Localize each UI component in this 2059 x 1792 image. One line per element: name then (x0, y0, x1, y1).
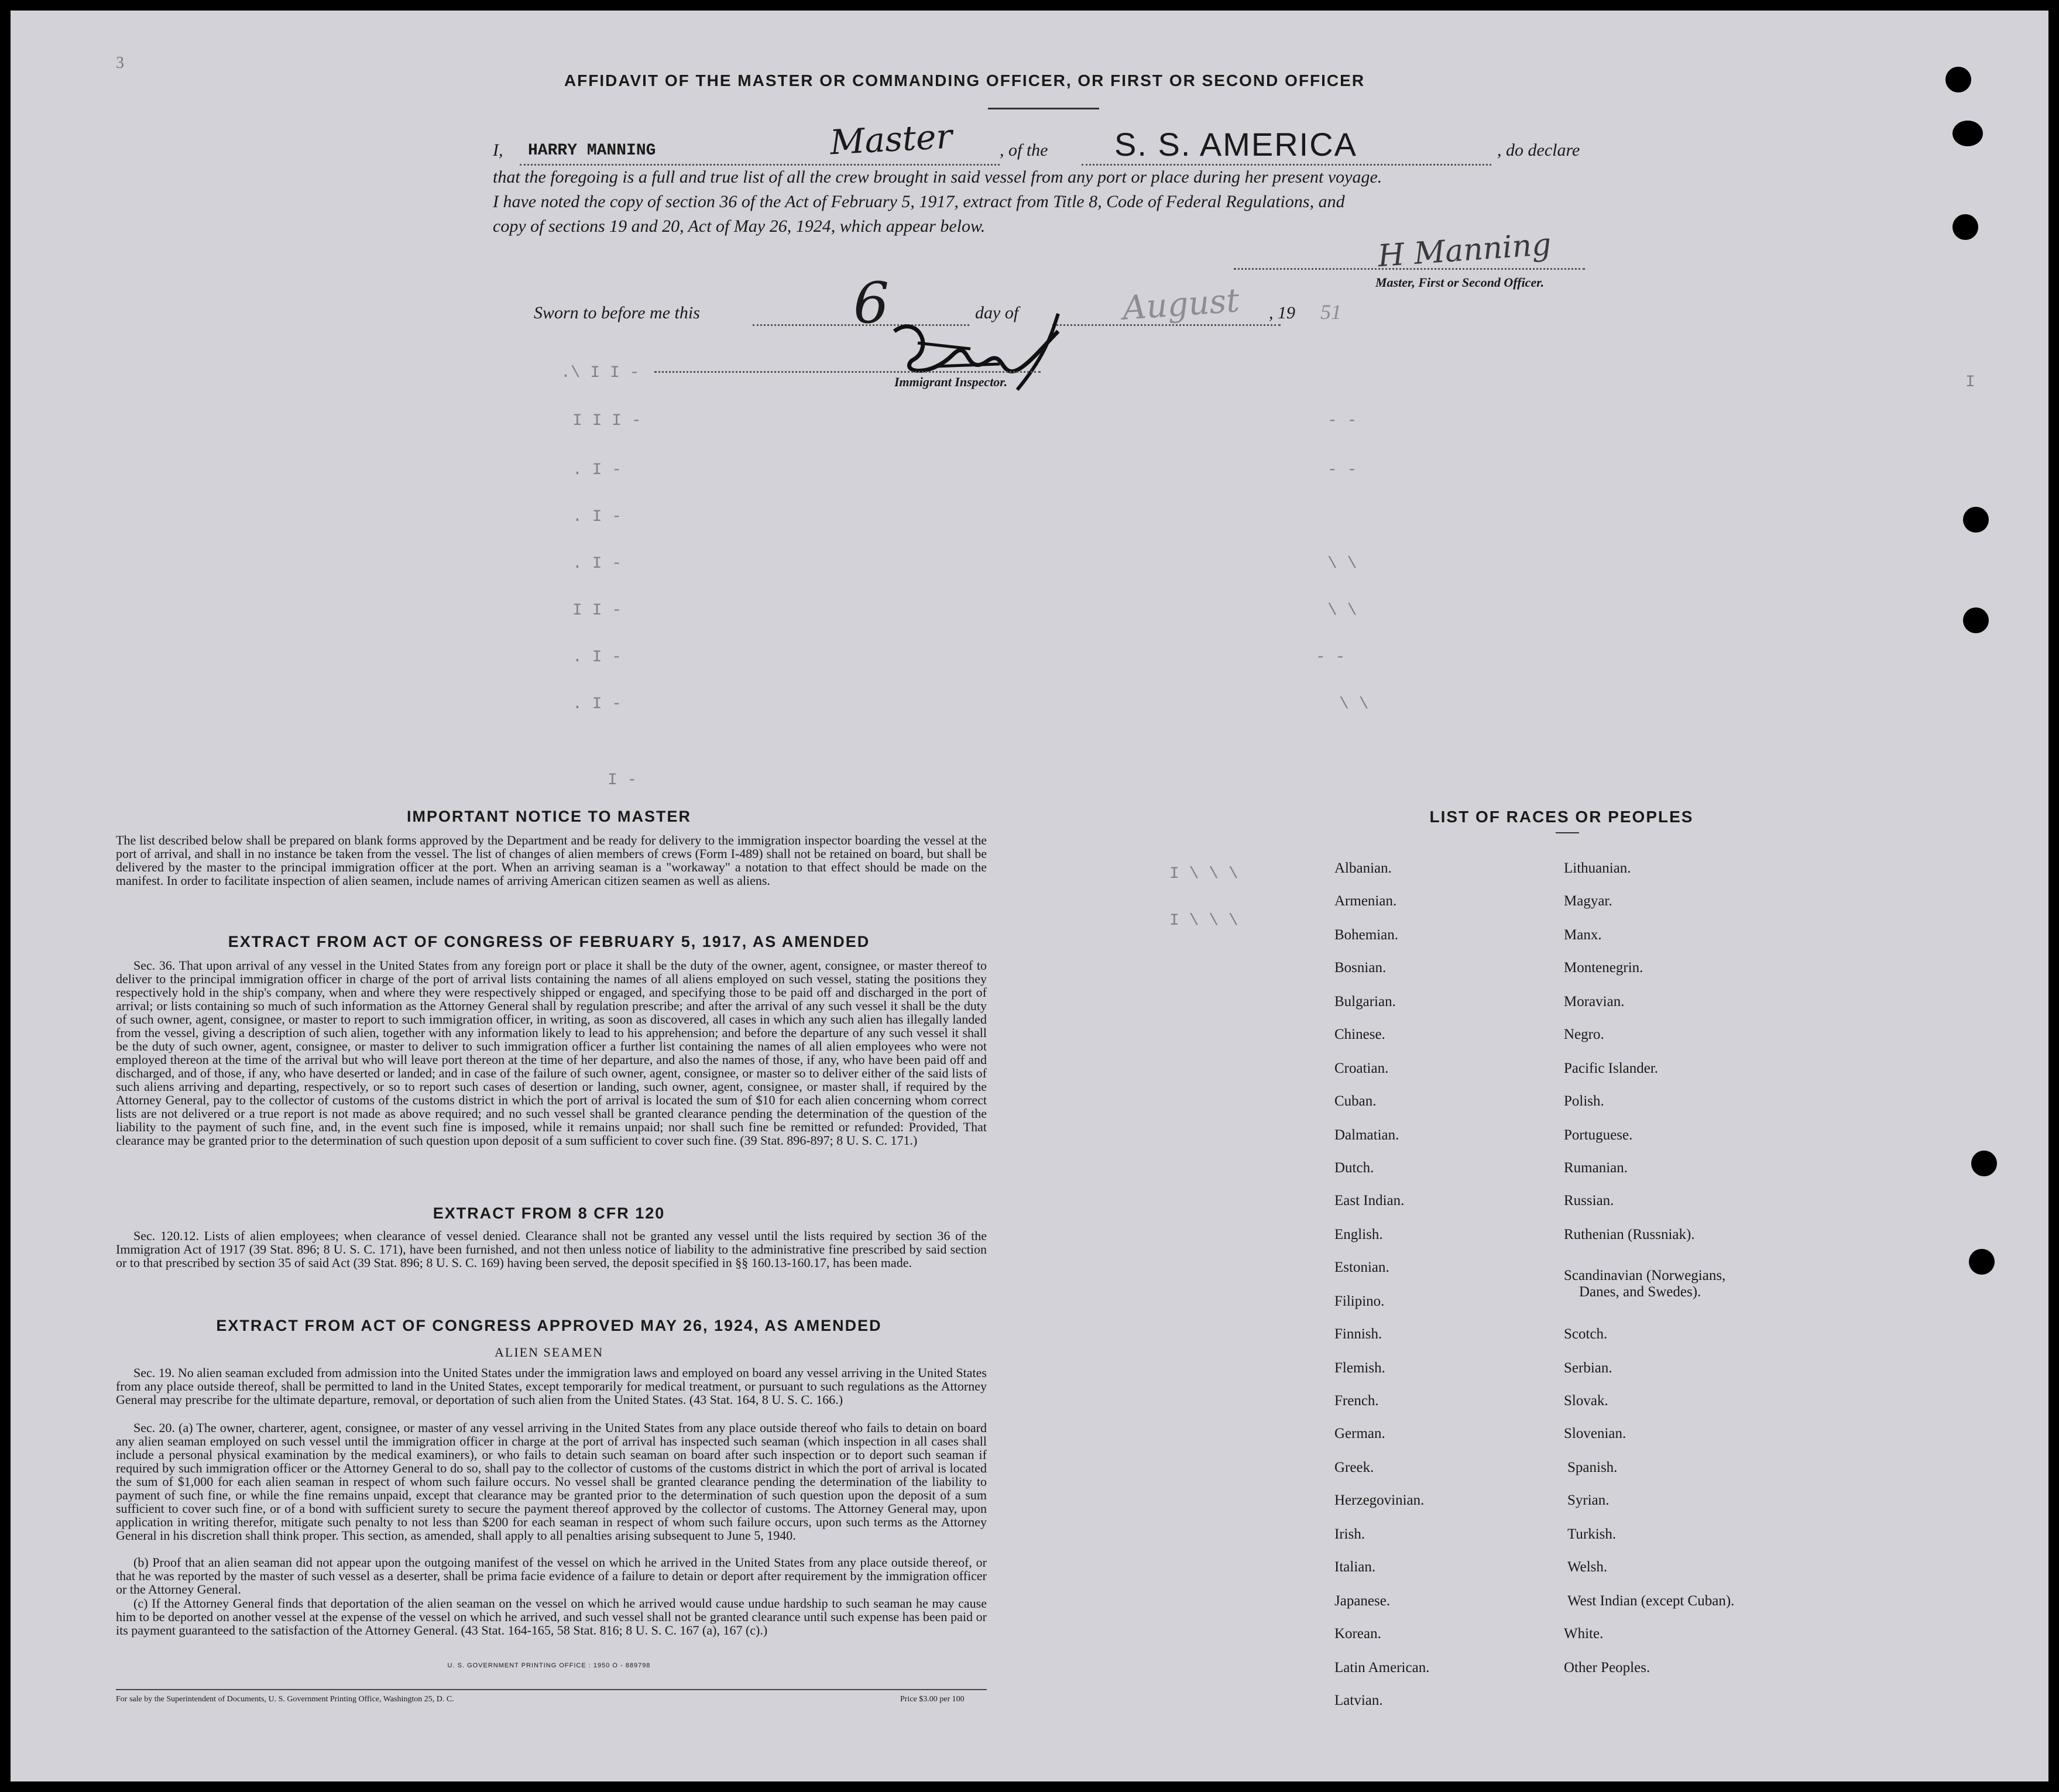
footer-price: Price $3.00 per 100 (900, 1695, 965, 1704)
race-item: Latvian. (1334, 1693, 1383, 1708)
race-item: Chinese. (1334, 1027, 1385, 1042)
race-item: East Indian. (1334, 1193, 1405, 1209)
race-item: Dutch. (1334, 1160, 1374, 1176)
race-item: German. (1334, 1426, 1385, 1441)
race-item: Spanish. (1567, 1460, 1618, 1475)
bleed-through-mark: \ \ (1339, 695, 1369, 713)
bleed-through-mark: . I - (572, 695, 622, 713)
footer-rule (116, 1689, 987, 1690)
printing-office-imprint: U. S. GOVERNMENT PRINTING OFFICE : 1950 O - 889798 (447, 1662, 651, 1669)
race-item: Pacific Islander. (1564, 1060, 1659, 1076)
race-item: Croatian. (1334, 1060, 1389, 1076)
race-item: Negro. (1564, 1027, 1604, 1042)
race-item: Other Peoples. (1564, 1660, 1650, 1676)
bleed-through-mark: I \ \ \ (1169, 865, 1238, 883)
race-item: Polish. (1564, 1093, 1604, 1109)
race-item: Manx. (1564, 927, 1602, 943)
bleed-through-mark: I I I - (572, 412, 641, 430)
race-item: Ruthenian (Russniak). (1564, 1227, 1695, 1242)
extract-cfr-body: Sec. 120.12. Lists of alien employees; when clearance of vessel denied. Clearance shall not be granted any vessel until the lists required by section 36 of the Immigration Act of 1917 (39 Stat. 896; 8 U. S. C. 171), have been furnished, and not then unless notice of liability to the administrative fine prescribed by said section or to that prescribed by section 35 of said Act (39 Stat. 896; 8 U. S. C. 169) having been served, the deposit specified in §§ 160.13-160.17, has been made. (116, 1228, 987, 1270)
race-item: Latin American. (1334, 1660, 1430, 1676)
race-item: Serbian. (1564, 1360, 1612, 1376)
bleed-through-mark: \ \ (1327, 555, 1357, 573)
sworn-month: August (1121, 281, 1241, 328)
bleed-through-mark: I (1965, 373, 1975, 392)
bleed-through-mark: - - (1327, 461, 1357, 479)
race-item: Flemish. (1334, 1360, 1385, 1376)
race-item: Montenegrin. (1564, 960, 1643, 976)
race-item: White. (1564, 1626, 1604, 1642)
of-the-label: , of the (1000, 140, 1048, 160)
race-item: Danes, and Swedes). (1579, 1284, 1701, 1300)
binder-hole (1971, 1151, 1997, 1176)
signature-caption: Master, First or Second Officer. (1375, 275, 1545, 290)
do-declare-label: , do declare (1497, 140, 1580, 160)
bleed-through-mark: I - (608, 771, 637, 789)
race-item: West Indian (except Cuban). (1567, 1593, 1735, 1609)
race-item: Bohemian. (1334, 927, 1399, 943)
race-item: Greek. (1334, 1460, 1374, 1475)
sworn-day: 6 (853, 270, 890, 336)
extract-1924-title: EXTRACT FROM ACT OF CONGRESS APPROVED MAY 26, 1924, AS AMENDED (216, 1317, 882, 1334)
race-item: Korean. (1334, 1626, 1381, 1642)
races-title-rule (1556, 832, 1579, 833)
races-title: LIST OF RACES OR PEOPLES (1429, 808, 1694, 826)
bleed-through-mark: I I - (572, 602, 622, 620)
race-item: Turkish. (1567, 1526, 1617, 1542)
race-item: Bulgarian. (1334, 994, 1396, 1010)
race-item: Lithuanian. (1564, 860, 1631, 876)
declaration-line-2: that the foregoing is a full and true list of all the crew brought in said vessel from any port or place during her present voyage. (493, 167, 1382, 187)
bleed-through-mark: . I - (572, 555, 622, 573)
section-20a: Sec. 20. (a) The owner, charterer, agent, consignee, or master of any vessel arriving in the United States from any place outside thereof who fails to detain on board any alien seaman employed on such vessel until the immigration officer in charge at the port of arrival has inspected such seaman (which inspection in all cases shall include a personal physical examination by the medical examiners), or who fails to detain such seaman on board after such inspection or to deport such seaman if required by such immigration officer or the Attorney General to do so, shall pay to the collector of customs of the customs district in which the port of arrival is located the sum of $1,000 for each alien seaman in respect of whom such failure occurs. No vessel shall be granted clearance pending the determination of the liability to payment of such fine, or while the fine remains unpaid, except that clearance may be granted prior to the determination of such question upon the deposit of a sum sufficient to cover such fine, or of a bond with sufficient surety to secure the payment thereof approved by the collector of customs. The Attorney General may, upon application in writing therefor, mitigate such penalty to not less than $200 for each seaman in respect of whom such failure occurs, upon such terms as the Attorney General in his discretion shall think proper. This section, as amended, shall apply to all penalties arising subsequent to June 5, 1940. (116, 1420, 987, 1543)
race-item: Italian. (1334, 1559, 1376, 1575)
signature-fill-line (1234, 268, 1585, 270)
alien-seamen-subtitle: ALIEN SEAMEN (495, 1345, 603, 1360)
race-item: French. (1334, 1393, 1379, 1409)
race-item: Portuguese. (1564, 1127, 1633, 1143)
notice-title: IMPORTANT NOTICE TO MASTER (407, 808, 691, 825)
vessel-fill-line (1082, 164, 1491, 166)
section-20c: (c) If the Attorney General finds that deportation of the alien seaman on the vessel on which he arrived would cause undue hardship to such seaman he may cause him to be deported on another vessel at the expense of the vessel on which he arrived, and such vessel shall not be granted clearance until such expense has been paid or its payment guaranteed to the satisfaction of the Attorney General. (43 Stat. 164-165, 58 Stat. 816; 8 U. S. C. 167 (a), 167 (c).) (116, 1596, 987, 1637)
extract-1917-title: EXTRACT FROM ACT OF CONGRESS OF FEBRUARY 5, 1917, AS AMENDED (228, 933, 870, 950)
binder-hole (1952, 214, 1978, 240)
sworn-label: Sworn to before me this (534, 303, 700, 322)
inspector-caption: Immigrant Inspector. (894, 375, 1008, 389)
master-signature: H Manning (1377, 226, 1553, 274)
bleed-through-mark: .\ I I - (561, 364, 640, 382)
race-item: Filipino. (1334, 1293, 1385, 1309)
extract-cfr-title: EXTRACT FROM 8 CFR 120 (433, 1204, 665, 1222)
race-item: Albanian. (1334, 860, 1392, 876)
race-item: Welsh. (1567, 1559, 1608, 1575)
race-item: Magyar. (1564, 893, 1612, 909)
declaration-i-label: I, (493, 140, 503, 160)
race-item: Finnish. (1334, 1326, 1382, 1342)
bleed-through-mark: . I - (572, 508, 622, 526)
inspector-fill-line (654, 371, 1041, 373)
race-item: Irish. (1334, 1526, 1365, 1542)
section-20b: (b) Proof that an alien seaman did not appear upon the outgoing manifest of the vessel on which he arrived in the United States from any place outside thereof, or that he was reported by the master of such vessel as a deserter, shall be prima facie evidence of a failure to detain or deport after requirement by the immigration officer or the Attorney General. (116, 1555, 987, 1597)
bleed-through-mark: \ \ (1327, 602, 1357, 620)
bleed-through-mark: . I - (572, 461, 622, 479)
race-item: Rumanian. (1564, 1160, 1628, 1176)
footer-sale-note: For sale by the Superintendent of Documents, U. S. Government Printing Office, Washington 25, D. C. (116, 1695, 454, 1704)
bleed-through-mark: - - (1327, 412, 1357, 430)
binder-hole (1969, 1249, 1995, 1275)
race-item: Estonian. (1334, 1259, 1389, 1275)
binder-hole (1945, 67, 1971, 92)
race-item: Dalmatian. (1334, 1127, 1399, 1143)
race-item: Scandinavian (Norwegians, (1564, 1268, 1726, 1283)
race-item: Herzegovinian. (1334, 1492, 1425, 1508)
handwritten-rank: Master (829, 116, 953, 163)
race-item: Russian. (1564, 1193, 1614, 1209)
year-prefix: , 19 (1269, 303, 1295, 322)
race-item: English. (1334, 1227, 1383, 1242)
page-number: 3 (116, 54, 124, 72)
race-item: Moravian. (1564, 994, 1625, 1010)
race-item: Cuban. (1334, 1093, 1377, 1109)
declaration-line-4: copy of sections 19 and 20, Act of May 26, 1924, which appear below. (493, 217, 986, 236)
race-item: Slovenian. (1564, 1426, 1626, 1441)
race-item: Bosnian. (1334, 960, 1387, 976)
race-item: Armenian. (1334, 893, 1397, 909)
declaration-line-3: I have noted the copy of section 36 of the Act of February 5, 1917, extract from Title 8, Code of Federal Regulations, and (493, 192, 1345, 211)
bleed-through-mark: . I - (572, 648, 622, 667)
race-item: Syrian. (1567, 1492, 1610, 1508)
bleed-through-mark: - - (1316, 648, 1346, 667)
race-item: Japanese. (1334, 1593, 1391, 1609)
bleed-through-mark: I \ \ \ (1169, 912, 1238, 930)
master-name: HARRY MANNING (528, 142, 656, 160)
race-item: Scotch. (1564, 1326, 1608, 1342)
name-fill-line (520, 164, 1000, 166)
page-title: AFFIDAVIT OF THE MASTER OR COMMANDING OFFICER, OR FIRST OR SECOND OFFICER (564, 71, 1365, 90)
year-suffix: 51 (1320, 300, 1341, 324)
extract-1917-body: Sec. 36. That upon arrival of any vessel in the United States from any foreign port or place it shall be the duty of the owner, agent, consignee, or master thereof to deliver to the principal immigration officer in charge of the port of arrival lists containing the names of all aliens employed on such vessel, stating the positions they respectively hold in the ship's company, when and where they were respectively shipped or engaged, and specifying those to be paid off and discharged in the port of arrival; or lists containing so much of such information as the Attorney General shall by regulation prescribe; and after the arrival of any such vessel it shall be the duty of such owner, agent, consignee, or master to report to such immigration officer, in writing, as soon as discovered, all cases in which any such alien has illegally landed from the vessel, giving a description of such alien, together with any information likely to lead to his apprehension; and before the departure of any such vessel it shall be the duty of such owner, agent, consignee, or master to deliver to such immigration officer a further list containing the names of all alien employees who were not employed thereon at the time of the arrival but who will leave port thereon at the time of her departure, and also the names of those, if any, who have been paid off and discharged, and of those, if any, who have deserted or landed; and in case of the failure of such owner, agent, consignee, or master so to deliver either of the said lists of such aliens arriving and departing, respectively, or so to report such cases of desertion or landing, such owner, agent, consignee, or master shall, if required by the Attorney General, pay to the collector of customs of the customs district in which the port of arrival is located the sum of $10 for each alien concerning whom correct lists are not delivered or a true report is not made as above required; and no such vessel shall be granted clearance pending the determination of the question of the liability to the payment of such fine, and, in the event such fine is imposed, while it remains unpaid; nor shall such fine be remitted or refunded: Provided, That clearance may be granted prior to the determination of such question upon deposit of a sum sufficient to cover such fine. (39 Stat. 896-897; 8 U. S. C. 171.) (116, 958, 987, 1148)
day-of-label: day of (975, 303, 1019, 322)
title-rule (988, 108, 1099, 109)
race-item: Slovak. (1564, 1393, 1608, 1409)
section-19: Sec. 19. No alien seaman excluded from admission into the United States under the immigration laws and employed on board any vessel arriving in the United States from any place outside thereof, shall be permitted to land in the United States, except temporarily for medical treatment, or pursuant to such regulations as the Attorney General may prescribe for the ultimate departure, removal, or deportation of such alien from the United States. (43 Stat. 164, 8 U. S. C. 166.) (116, 1365, 987, 1407)
binder-hole (1963, 507, 1989, 533)
vessel-name: S. S. AMERICA (1114, 126, 1357, 163)
notice-body: The list described below shall be prepared on blank forms approved by the Department and be ready for delivery to the immigration inspector boarding the vessel at the port of arrival, and shall in no instance be taken from the vessel. The list of changes of alien members of crews (Form I-489) shall not be retained on board, but shall be delivered by the master to the principal immigration officer at the port. When an arriving seaman is a "workaway" a notation to that effect should be made on the manifest. In order to facilitate inspection of alien seamen, include names of arriving American citizen seamen as well as aliens. (116, 833, 987, 888)
binder-hole (1963, 607, 1989, 633)
document-page (11, 11, 2048, 1781)
binder-hole (1952, 121, 1983, 146)
